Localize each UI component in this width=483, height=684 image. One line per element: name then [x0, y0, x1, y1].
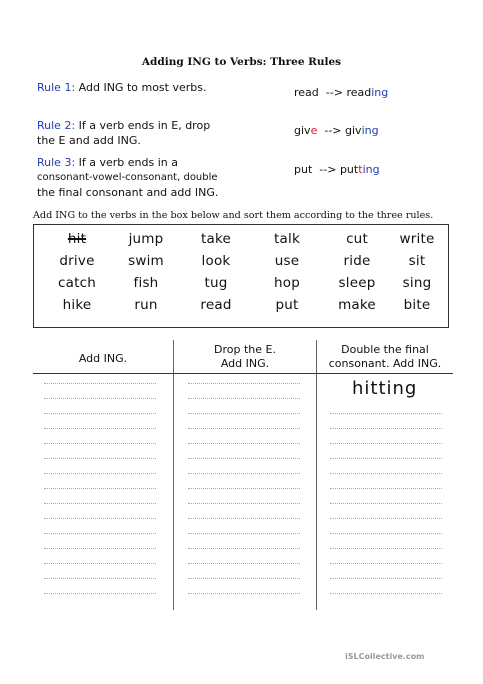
writing-line: [188, 533, 300, 534]
writing-line: [44, 443, 156, 444]
rule-1-text: Add ING to most verbs.: [78, 81, 207, 94]
example-3-arrow: -->: [319, 163, 337, 176]
writing-line: [330, 593, 442, 594]
rule-3: [37, 155, 218, 200]
writing-line: [188, 593, 300, 594]
word-ride: ride: [343, 253, 371, 269]
rule-3-example: [294, 163, 380, 176]
word-sleep: sleep: [338, 275, 376, 291]
writing-line: [44, 548, 156, 549]
word-bite: bite: [403, 297, 431, 313]
rule-2-example: [294, 124, 379, 137]
rule-1: [37, 80, 206, 95]
rule-2-text-line-2: the E and add ING.: [37, 134, 141, 147]
word-box: [33, 224, 449, 328]
writing-line: [330, 563, 442, 564]
example-2-base: give: [294, 124, 318, 137]
rule-3-text-line-3: the final consonant and add ING.: [37, 186, 219, 199]
writing-line: [330, 428, 442, 429]
word-drive: drive: [59, 253, 95, 269]
word-catch: catch: [58, 275, 96, 291]
example-2-arrow: -->: [324, 124, 342, 137]
writing-line: [44, 578, 156, 579]
writing-line: [188, 548, 300, 549]
writing-line: [44, 488, 156, 489]
word-write: write: [399, 231, 435, 247]
example-3-result: putting: [339, 163, 380, 176]
word-put: put: [275, 297, 299, 313]
rule-1-example: [294, 86, 388, 99]
word-cut: cut: [346, 231, 368, 247]
word-talk: talk: [274, 231, 300, 247]
column-divider-1: [173, 340, 174, 610]
rule-2-label: Rule 2:: [37, 119, 76, 132]
writing-line: [188, 578, 300, 579]
writing-line: [330, 518, 442, 519]
rule-1-label: Rule 1:: [37, 81, 76, 94]
writing-line: [330, 413, 442, 414]
writing-line: [330, 533, 442, 534]
writing-line: [188, 473, 300, 474]
example-1-arrow: -->: [325, 86, 343, 99]
writing-line: [188, 488, 300, 489]
writing-line: [44, 458, 156, 459]
writing-line: [44, 473, 156, 474]
writing-line: [44, 593, 156, 594]
rule-3-text-line-1: If a verb ends in a: [78, 156, 178, 169]
footer-watermark: iSLCollective.com: [345, 652, 425, 661]
word-sing: sing: [402, 275, 432, 291]
writing-line: [188, 503, 300, 504]
column-heading-add-ing: Add ING.: [78, 352, 128, 365]
column-divider-2: [316, 340, 317, 610]
rule-3-text-line-2: consonant-vowel-consonant, double: [37, 172, 218, 183]
word-hop: hop: [274, 275, 300, 291]
example-answer: hitting: [352, 378, 418, 399]
writing-line: [188, 383, 300, 384]
word-take: take: [200, 231, 231, 247]
writing-line: [330, 488, 442, 489]
writing-line: [44, 383, 156, 384]
writing-line: [44, 413, 156, 414]
writing-line: [330, 458, 442, 459]
word-hike: hike: [62, 297, 92, 313]
example-3-base: put: [294, 163, 313, 176]
word-use: use: [274, 253, 300, 269]
writing-line: [188, 563, 300, 564]
word-jump: jump: [128, 231, 164, 247]
example-1-base: read: [294, 86, 319, 99]
writing-line: [44, 398, 156, 399]
word-tug: tug: [204, 275, 228, 291]
page-title: Adding ING to Verbs: Three Rules: [141, 56, 342, 68]
writing-line: [188, 518, 300, 519]
writing-line: [330, 473, 442, 474]
writing-line: [44, 533, 156, 534]
writing-line: [188, 398, 300, 399]
word-run: run: [134, 297, 158, 313]
example-1-result: reading: [346, 86, 389, 99]
word-fish: fish: [133, 275, 159, 291]
writing-line: [44, 428, 156, 429]
instruction: Add ING to the verbs in the box below and sort them according to the three rules.: [33, 210, 434, 221]
word-sit: sit: [408, 253, 426, 269]
writing-line: [330, 578, 442, 579]
rule-2: [37, 118, 210, 148]
column-heading-double-consonant: Double the final consonant. Add ING.: [328, 343, 442, 370]
word-hit: hit: [67, 231, 87, 247]
writing-line: [44, 503, 156, 504]
word-make: make: [338, 297, 376, 313]
writing-line: [188, 458, 300, 459]
writing-line: [188, 428, 300, 429]
rule-2-text-line-1: If a verb ends in E, drop: [78, 119, 211, 132]
writing-line: [330, 443, 442, 444]
table-header-rule: [33, 373, 453, 374]
writing-line: [330, 503, 442, 504]
writing-line: [44, 563, 156, 564]
writing-line: [188, 413, 300, 414]
word-look: look: [201, 253, 231, 269]
rule-3-label: Rule 3:: [37, 156, 76, 169]
example-2-result: giving: [345, 124, 379, 137]
word-swim: swim: [128, 253, 164, 269]
writing-line: [330, 548, 442, 549]
word-read: read: [200, 297, 232, 313]
writing-line: [44, 518, 156, 519]
writing-line: [188, 443, 300, 444]
column-heading-drop-e: Drop the E. Add ING.: [214, 343, 276, 370]
